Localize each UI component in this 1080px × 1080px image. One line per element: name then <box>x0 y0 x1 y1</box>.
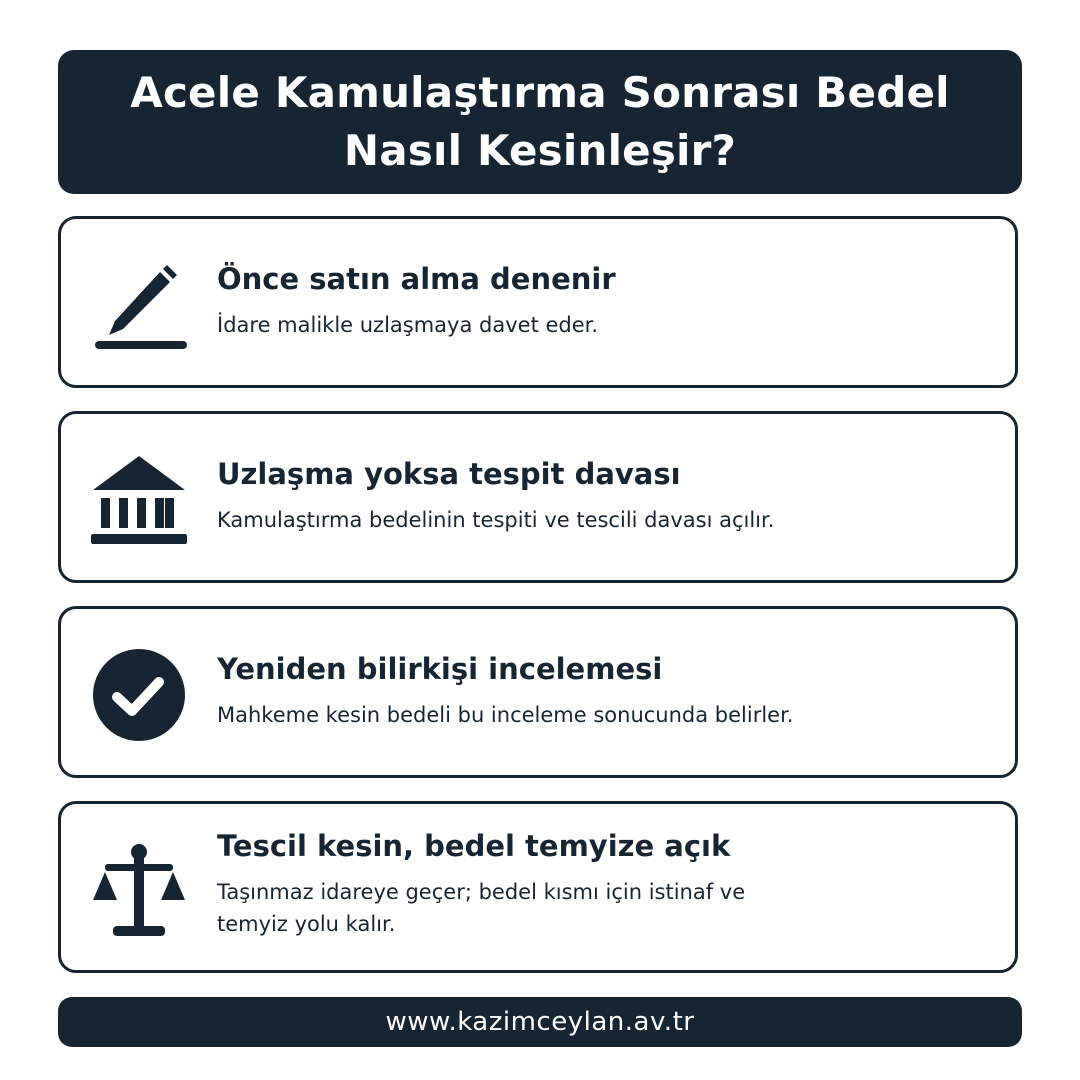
step-heading: Uzlaşma yoksa tespit davası <box>217 457 681 491</box>
website-link[interactable]: www.kazimceylan.av.tr <box>385 1007 695 1037</box>
courthouse-icon <box>87 452 187 548</box>
step-heading: Tescil kesin, bedel temyize açık <box>217 829 731 863</box>
footer-banner <box>58 997 1022 1047</box>
step-description: Kamulaştırma bedelinin tespiti ve tescili davası açılır. <box>217 508 775 532</box>
step-card-purchase-attempt <box>58 216 1018 388</box>
checkmark-circle-icon <box>87 647 187 743</box>
step-description <box>217 876 985 940</box>
step-description: İdare malikle uzlaşmaya davet eder. <box>217 313 599 337</box>
page-title-line-2: Nasıl Kesinleşir? <box>343 126 737 175</box>
scales-icon <box>87 842 187 938</box>
step-description: Mahkeme kesin bedeli bu inceleme sonucunda belirler. <box>217 703 794 727</box>
step-description-line-2: temyiz yolu kalır. <box>217 912 396 936</box>
title-banner <box>58 50 1022 194</box>
pencil-icon <box>87 257 187 353</box>
step-heading: Yeniden bilirkişi incelemesi <box>217 652 663 686</box>
step-heading: Önce satın alma denenir <box>217 262 616 296</box>
step-description-line-1: Taşınmaz idareye geçer; bedel kısmı için istinaf ve <box>217 880 746 904</box>
step-card-registration-appeal <box>58 801 1018 973</box>
page-title-line-1: Acele Kamulaştırma Sonrası Bedel <box>130 68 950 117</box>
step-card-determination-lawsuit <box>58 411 1018 583</box>
step-card-expert-review <box>58 606 1018 778</box>
